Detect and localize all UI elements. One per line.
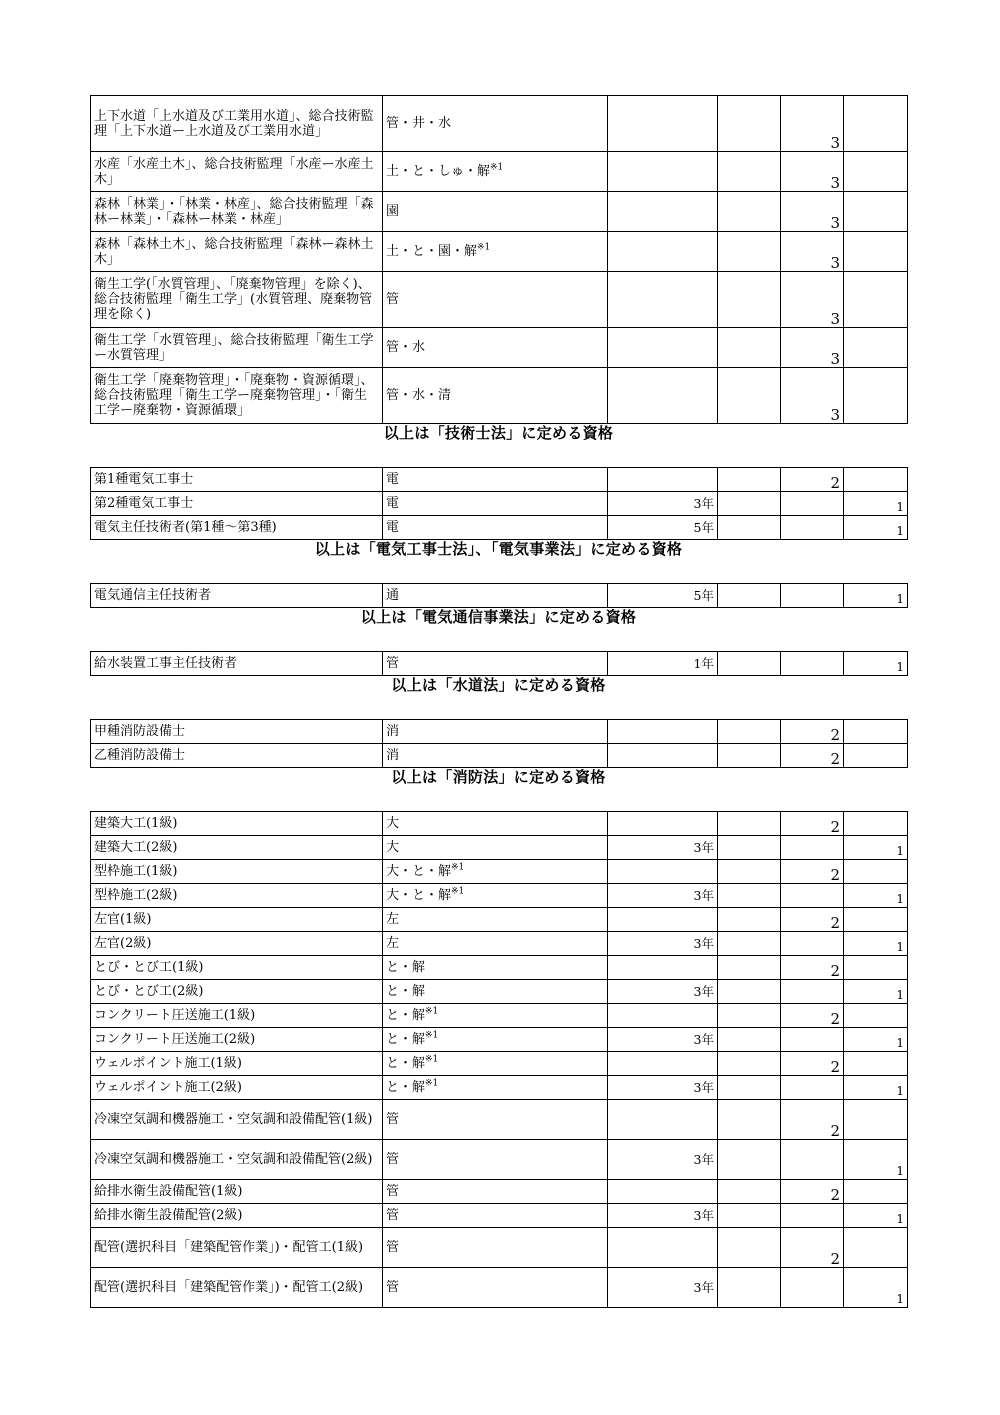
trade-text: 左 (386, 936, 400, 951)
table-row (91, 932, 908, 956)
score-2 (781, 932, 844, 956)
trade-codes (383, 328, 608, 368)
score-2: 3 (781, 232, 844, 272)
blank-cell (718, 720, 781, 744)
trade-text: 管 (386, 1112, 400, 1127)
section-caption: 以上は「電気工事士法」、「電気事業法」に定める資格 (314, 540, 683, 558)
score-1: 1 (844, 1204, 908, 1228)
table-row (91, 368, 908, 424)
score-1: 1 (844, 980, 908, 1004)
score-2 (781, 652, 844, 676)
blank-cell (718, 980, 781, 1004)
qualification-name: 冷凍空気調和機器施工・空気調和設備配管(2級) (91, 1140, 383, 1180)
footnote-mark: ※1 (425, 1006, 439, 1017)
section-gap (90, 443, 907, 467)
score-1 (844, 1004, 908, 1028)
score-2: 2 (781, 812, 844, 836)
score-2 (781, 1204, 844, 1228)
qualification-name: 甲種消防設備士 (91, 720, 383, 744)
trade-codes (383, 932, 608, 956)
table-row (91, 836, 908, 860)
score-2: 3 (781, 328, 844, 368)
score-1 (844, 368, 908, 424)
blank-cell (718, 836, 781, 860)
experience-years: 3年 (608, 932, 718, 956)
blank-cell (718, 468, 781, 492)
trade-text: と・解 (386, 1008, 426, 1023)
trade-text: 管 (386, 292, 400, 307)
qualification-name: 水産「水産土木」、総合技術監理「水産ー水産土木」 (91, 152, 383, 192)
qualification-table (90, 651, 908, 676)
score-1 (844, 1100, 908, 1140)
table-row (91, 860, 908, 884)
blank-cell (718, 1052, 781, 1076)
score-2 (781, 1140, 844, 1180)
experience-years (608, 232, 718, 272)
experience-years: 3年 (608, 1140, 718, 1180)
footnote-mark: ※1 (477, 242, 491, 253)
qualification-name: 冷凍空気調和機器施工・空気調和設備配管(1級) (91, 1100, 383, 1140)
score-2: 2 (781, 908, 844, 932)
qualification-name: 建築大工(2級) (91, 836, 383, 860)
score-1 (844, 860, 908, 884)
qualification-name: 衛生工学(「水質管理」、「廃棄物管理」を除く)、総合技術監理「衛生工学」(水質管理、廃棄物管理を除く) (91, 272, 383, 328)
score-1 (844, 232, 908, 272)
qualification-name: 給排水衛生設備配管(2級) (91, 1204, 383, 1228)
trade-codes (383, 1100, 608, 1140)
score-1: 1 (844, 1268, 908, 1308)
score-2: 2 (781, 744, 844, 768)
blank-cell (718, 1028, 781, 1052)
score-1 (844, 812, 908, 836)
experience-years: 3年 (608, 1076, 718, 1100)
score-1: 1 (844, 884, 908, 908)
experience-years (608, 1004, 718, 1028)
trade-codes (383, 468, 608, 492)
trade-text: 管・水・清 (386, 388, 452, 403)
experience-years (608, 1100, 718, 1140)
qualification-name: ウェルポイント施工(2級) (91, 1076, 383, 1100)
qualification-name: 配管(選択科目「建築配管作業」)・配管工(2級) (91, 1268, 383, 1308)
experience-years: 3年 (608, 1028, 718, 1052)
score-2: 2 (781, 956, 844, 980)
score-2: 2 (781, 1004, 844, 1028)
blank-cell (718, 368, 781, 424)
trade-codes (383, 492, 608, 516)
section-gap (90, 787, 907, 811)
qualification-table (90, 811, 908, 1308)
qualification-document (90, 95, 907, 1308)
section-caption: 以上は「技術士法」に定める資格 (383, 424, 614, 442)
score-2 (781, 884, 844, 908)
trade-text: 消 (386, 724, 400, 739)
table-row (91, 720, 908, 744)
trade-text: と・解 (386, 960, 426, 975)
experience-years (608, 152, 718, 192)
qualification-table (90, 719, 908, 768)
score-1 (844, 192, 908, 232)
table-row (91, 1052, 908, 1076)
trade-codes (383, 812, 608, 836)
blank-cell (718, 956, 781, 980)
score-2 (781, 516, 844, 540)
trade-text: 管・水 (386, 340, 426, 355)
trade-codes (383, 860, 608, 884)
score-2: 2 (781, 860, 844, 884)
score-2: 3 (781, 368, 844, 424)
score-1 (844, 956, 908, 980)
score-1: 1 (844, 516, 908, 540)
trade-codes (383, 516, 608, 540)
footnote-mark: ※1 (425, 1078, 439, 1089)
score-1 (844, 744, 908, 768)
score-2 (781, 1028, 844, 1052)
table-row (91, 1076, 908, 1100)
score-2: 2 (781, 1180, 844, 1204)
score-1 (844, 1052, 908, 1076)
score-2 (781, 836, 844, 860)
blank-cell (718, 652, 781, 676)
trade-codes (383, 272, 608, 328)
qualification-name: 衛生工学「水質管理」、総合技術監理「衛生工学ー水質管理」 (91, 328, 383, 368)
trade-codes (383, 1228, 608, 1268)
trade-codes (383, 232, 608, 272)
qualification-table (90, 467, 908, 540)
blank-cell (718, 1204, 781, 1228)
qualification-name: 給排水衛生設備配管(1級) (91, 1180, 383, 1204)
score-1: 1 (844, 652, 908, 676)
blank-cell (718, 584, 781, 608)
qualification-name: 左官(1級) (91, 908, 383, 932)
experience-years (608, 720, 718, 744)
table-row (91, 1228, 908, 1268)
blank-cell (718, 232, 781, 272)
table-row (91, 516, 908, 540)
qualification-name: コンクリート圧送施工(1級) (91, 1004, 383, 1028)
footnote-mark: ※1 (425, 1054, 439, 1065)
blank-cell (718, 1004, 781, 1028)
experience-years (608, 956, 718, 980)
experience-years: 3年 (608, 492, 718, 516)
blank-cell (718, 1180, 781, 1204)
blank-cell (718, 1228, 781, 1268)
score-2 (781, 1268, 844, 1308)
trade-text: 管 (386, 1208, 400, 1223)
table-row (91, 884, 908, 908)
trade-text: と・解 (386, 1056, 426, 1071)
trade-text: と・解 (386, 1032, 426, 1047)
blank-cell (718, 328, 781, 368)
experience-years (608, 368, 718, 424)
table-row (91, 1180, 908, 1204)
trade-text: 消 (386, 748, 400, 763)
table-row (91, 192, 908, 232)
footnote-mark: ※1 (425, 1030, 439, 1041)
score-2: 3 (781, 96, 844, 152)
footnote-mark: ※1 (451, 862, 465, 873)
qualification-name: 型枠施工(1級) (91, 860, 383, 884)
qualification-name: コンクリート圧送施工(2級) (91, 1028, 383, 1052)
section-caption: 以上は「消防法」に定める資格 (391, 768, 606, 786)
score-1 (844, 272, 908, 328)
trade-codes (383, 956, 608, 980)
blank-cell (718, 152, 781, 192)
section-gap (90, 695, 907, 719)
trade-text: 左 (386, 912, 400, 927)
trade-text: 大・と・解 (386, 888, 452, 903)
blank-cell (718, 932, 781, 956)
table-row (91, 232, 908, 272)
score-2 (781, 1076, 844, 1100)
table-row (91, 956, 908, 980)
experience-years (608, 96, 718, 152)
trade-codes (383, 368, 608, 424)
blank-cell (718, 192, 781, 232)
trade-text: 大・と・解 (386, 864, 452, 879)
trade-codes (383, 1028, 608, 1052)
score-2: 3 (781, 152, 844, 192)
qualification-name: 左官(2級) (91, 932, 383, 956)
experience-years: 3年 (608, 836, 718, 860)
blank-cell (718, 516, 781, 540)
blank-cell (718, 272, 781, 328)
table-row (91, 652, 908, 676)
footnote-mark: ※1 (490, 162, 504, 173)
qualification-name: とび・とび工(2級) (91, 980, 383, 1004)
score-1: 1 (844, 932, 908, 956)
trade-text: と・解 (386, 984, 426, 999)
experience-years (608, 812, 718, 836)
experience-years (608, 1228, 718, 1268)
experience-years: 5年 (608, 584, 718, 608)
trade-text: 管 (386, 1240, 400, 1255)
score-1: 1 (844, 1076, 908, 1100)
score-1 (844, 468, 908, 492)
score-1 (844, 1228, 908, 1268)
score-2: 3 (781, 272, 844, 328)
blank-cell (718, 744, 781, 768)
score-1 (844, 328, 908, 368)
table-row (91, 1028, 908, 1052)
trade-text: 管 (386, 1152, 400, 1167)
qualification-name: 衛生工学「廃棄物管理」・「廃棄物・資源循環」、総合技術監理「衛生工学ー廃棄物管理」・「衛生工学ー廃棄物・資源循環」 (91, 368, 383, 424)
trade-text: 通 (386, 588, 400, 603)
blank-cell (718, 1140, 781, 1180)
qualification-name: 森林「林業」・「林業・林産」、総合技術監理「森林ー林業」・「森林ー林業・林産」 (91, 192, 383, 232)
table-row (91, 584, 908, 608)
trade-codes (383, 1180, 608, 1204)
experience-years (608, 744, 718, 768)
table-row (91, 468, 908, 492)
trade-codes (383, 96, 608, 152)
score-2 (781, 584, 844, 608)
qualification-name: 乙種消防設備士 (91, 744, 383, 768)
trade-text: 大 (386, 816, 400, 831)
table-row (91, 812, 908, 836)
trade-text: 管 (386, 1184, 400, 1199)
blank-cell (718, 1100, 781, 1140)
qualification-name: 型枠施工(2級) (91, 884, 383, 908)
experience-years (608, 328, 718, 368)
qualification-name: 給水装置工事主任技術者 (91, 652, 383, 676)
qualification-name: 電気通信主任技術者 (91, 584, 383, 608)
table-row (91, 272, 908, 328)
experience-years (608, 1052, 718, 1076)
trade-text: 管 (386, 656, 400, 671)
qualification-table (90, 583, 908, 608)
qualification-name: とび・とび工(1級) (91, 956, 383, 980)
trade-codes (383, 1052, 608, 1076)
trade-codes (383, 836, 608, 860)
score-1 (844, 152, 908, 192)
score-2: 2 (781, 1100, 844, 1140)
experience-years: 5年 (608, 516, 718, 540)
blank-cell (718, 812, 781, 836)
score-2: 2 (781, 1228, 844, 1268)
trade-text: 管・井・水 (386, 116, 452, 131)
score-1 (844, 1180, 908, 1204)
score-1: 1 (844, 584, 908, 608)
trade-text: 電 (386, 496, 400, 511)
trade-text: 園 (386, 204, 400, 219)
score-1: 1 (844, 1140, 908, 1180)
blank-cell (718, 908, 781, 932)
table-row (91, 1100, 908, 1140)
table-row (91, 96, 908, 152)
table-row (91, 908, 908, 932)
blank-cell (718, 1076, 781, 1100)
trade-text: 土・と・園・解 (386, 244, 478, 259)
score-1 (844, 908, 908, 932)
score-2: 2 (781, 1052, 844, 1076)
table-row (91, 1204, 908, 1228)
trade-codes (383, 152, 608, 192)
section-gap (90, 559, 907, 583)
trade-codes (383, 720, 608, 744)
score-2: 2 (781, 468, 844, 492)
experience-years: 1年 (608, 652, 718, 676)
experience-years (608, 272, 718, 328)
table-row (91, 1004, 908, 1028)
trade-text: 管 (386, 1280, 400, 1295)
qualification-name: 第2種電気工事士 (91, 492, 383, 516)
section-caption: 以上は「電気通信事業法」に定める資格 (360, 608, 637, 626)
score-2: 2 (781, 720, 844, 744)
trade-codes (383, 584, 608, 608)
qualification-name: 上下水道「上水道及び工業用水道」、総合技術監理「上下水道ー上水道及び工業用水道」 (91, 96, 383, 152)
trade-text: 土・と・しゅ・解 (386, 164, 491, 179)
score-2 (781, 492, 844, 516)
qualification-name: ウェルポイント施工(1級) (91, 1052, 383, 1076)
qualification-name: 配管(選択科目「建築配管作業」)・配管工(1級) (91, 1228, 383, 1268)
experience-years: 3年 (608, 1268, 718, 1308)
footnote-mark: ※1 (451, 886, 465, 897)
table-row (91, 152, 908, 192)
table-row (91, 1268, 908, 1308)
experience-years: 3年 (608, 1204, 718, 1228)
blank-cell (718, 1268, 781, 1308)
score-1: 1 (844, 836, 908, 860)
section-gap (90, 627, 907, 651)
score-1 (844, 720, 908, 744)
table-row (91, 328, 908, 368)
trade-codes (383, 1076, 608, 1100)
score-2 (781, 980, 844, 1004)
experience-years: 3年 (608, 980, 718, 1004)
section-caption: 以上は「水道法」に定める資格 (391, 676, 606, 694)
trade-codes (383, 192, 608, 232)
table-row (91, 744, 908, 768)
qualification-table (90, 95, 908, 424)
trade-codes (383, 1004, 608, 1028)
table-row (91, 492, 908, 516)
trade-codes (383, 1204, 608, 1228)
blank-cell (718, 884, 781, 908)
qualification-name: 森林「森林土木」、総合技術監理「森林ー森林土木」 (91, 232, 383, 272)
blank-cell (718, 860, 781, 884)
score-2: 3 (781, 192, 844, 232)
trade-codes (383, 744, 608, 768)
table-row (91, 1140, 908, 1180)
score-1: 1 (844, 1028, 908, 1052)
experience-years: 3年 (608, 884, 718, 908)
trade-text: 電 (386, 472, 400, 487)
trade-codes (383, 980, 608, 1004)
blank-cell (718, 96, 781, 152)
experience-years (608, 468, 718, 492)
trade-codes (383, 884, 608, 908)
trade-codes (383, 652, 608, 676)
trade-text: 大 (386, 840, 400, 855)
blank-cell (718, 492, 781, 516)
experience-years (608, 908, 718, 932)
qualification-name: 第1種電気工事士 (91, 468, 383, 492)
score-1 (844, 96, 908, 152)
experience-years (608, 860, 718, 884)
trade-text: と・解 (386, 1080, 426, 1095)
score-1: 1 (844, 492, 908, 516)
trade-codes (383, 908, 608, 932)
trade-codes (383, 1268, 608, 1308)
experience-years (608, 192, 718, 232)
qualification-name: 建築大工(1級) (91, 812, 383, 836)
table-row (91, 980, 908, 1004)
qualification-name: 電気主任技術者(第1種～第3種) (91, 516, 383, 540)
experience-years (608, 1180, 718, 1204)
trade-text: 電 (386, 520, 400, 535)
trade-codes (383, 1140, 608, 1180)
